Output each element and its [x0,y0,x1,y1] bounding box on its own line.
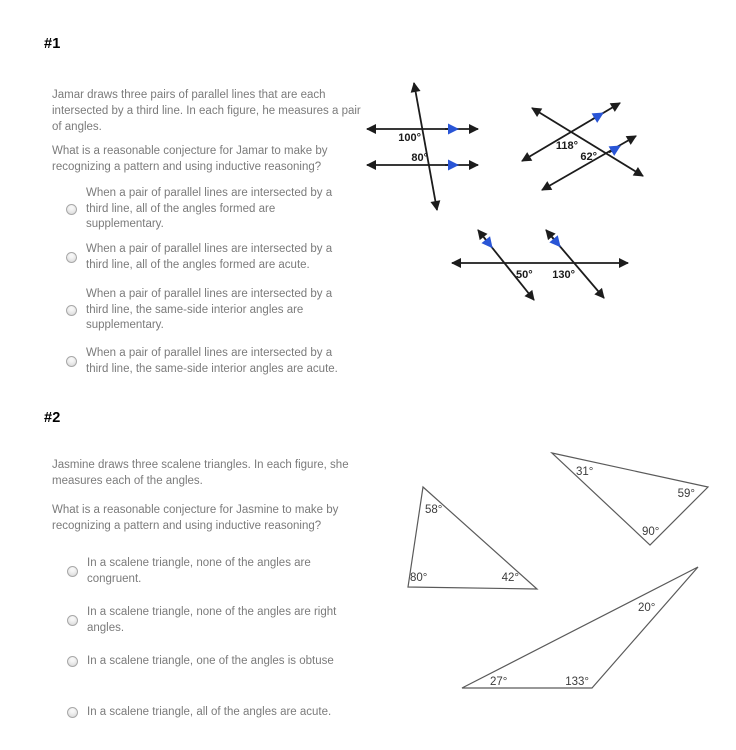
q2-option-4-radio[interactable] [67,707,78,718]
q1-option-3[interactable] [66,287,348,334]
figure-parallel-pair-2 [522,103,643,190]
q2-option-2[interactable] [67,605,341,636]
q1-option-2[interactable] [66,242,348,273]
q1-option-3-radio[interactable] [66,305,77,316]
q1-option-4-label: When a pair of parallel lines are intersected by a third line, the same-side interior angles are acute. [86,347,338,375]
transversal-line [414,83,437,210]
parallel-mark-arrow-icon [592,113,603,120]
q2-figure-triangles [390,440,730,702]
q2-option-3-radio[interactable] [67,656,78,667]
angle-label: 42° [501,572,519,584]
angle-label: 118° [555,140,578,152]
angle-label: 80° [410,572,428,584]
q1-option-4[interactable] [66,346,348,377]
figure-parallel-pair-1 [367,83,478,210]
triangle-outline [462,567,698,688]
angle-label: 20° [638,602,656,614]
q1-option-1[interactable] [66,186,348,233]
q1-option-4-radio[interactable] [66,356,77,367]
q1-option-2-label: When a pair of parallel lines are intersected by a third line, all of the angles formed are acute. [86,243,333,271]
question-2-question: What is a reasonable conjecture for Jasmine to make by recognizing a pattern and using inductive reasoning? [52,504,339,532]
angle-label: 27° [490,676,508,688]
parallel-mark-arrow-icon [609,146,620,153]
q2-option-1-radio[interactable] [67,566,78,577]
angle-label: 133° [565,676,589,688]
figure-parallel-pair-3 [452,230,628,300]
question-2-number: #2 [44,410,61,426]
q2-option-3-label: In a scalene triangle, one of the angles is obtuse [87,655,334,667]
angle-label: 62° [580,151,597,163]
q1-option-1-radio[interactable] [66,204,77,215]
angle-label: 130° [552,269,575,281]
q2-option-1[interactable] [67,556,341,587]
question-1-prompt: Jamar draws three pairs of parallel lines that are each intersected by a third line. In each figure, he measures a pair of angles. [52,89,361,133]
scalene-triangle-1 [408,487,537,589]
question-2-prompt: Jasmine draws three scalene triangles. In each figure, she measures each of the angles. [52,459,349,487]
angle-label: 90° [642,526,660,538]
parallel-mark-arrow-icon [484,238,492,248]
angle-label: 100° [398,132,421,144]
angle-label: 58° [425,504,443,516]
q2-option-4-label: In a scalene triangle, all of the angles are acute. [87,706,332,718]
q1-option-1-label: When a pair of parallel lines are intersected by a third line, all of the angles formed are supplementary. [86,187,333,230]
angle-label: 50° [516,269,533,281]
scalene-triangle-2 [552,453,708,545]
q1-figure-parallel-lines [350,60,686,322]
angle-label: 59° [677,488,695,500]
question-1-question: What is a reasonable conjecture for Jamar to make by recognizing a pattern and using inductive reasoning? [52,145,328,173]
q2-option-4[interactable] [67,705,341,721]
parallel-mark-arrow-icon [552,237,560,247]
q2-option-1-label: In a scalene triangle, none of the angles are congruent. [87,557,311,585]
question-1-number: #1 [44,36,61,52]
q1-option-2-radio[interactable] [66,252,77,263]
q2-option-2-radio[interactable] [67,615,78,626]
q1-option-3-label: When a pair of parallel lines are intersected by a third line, the same-side interior angles are supplementary. [86,288,333,331]
angle-label: 80° [411,152,428,164]
scalene-triangle-3 [462,567,698,688]
q2-option-2-label: In a scalene triangle, none of the angles are right angles. [87,606,337,634]
angle-label: 31° [576,466,594,478]
q2-option-3[interactable] [67,654,341,670]
